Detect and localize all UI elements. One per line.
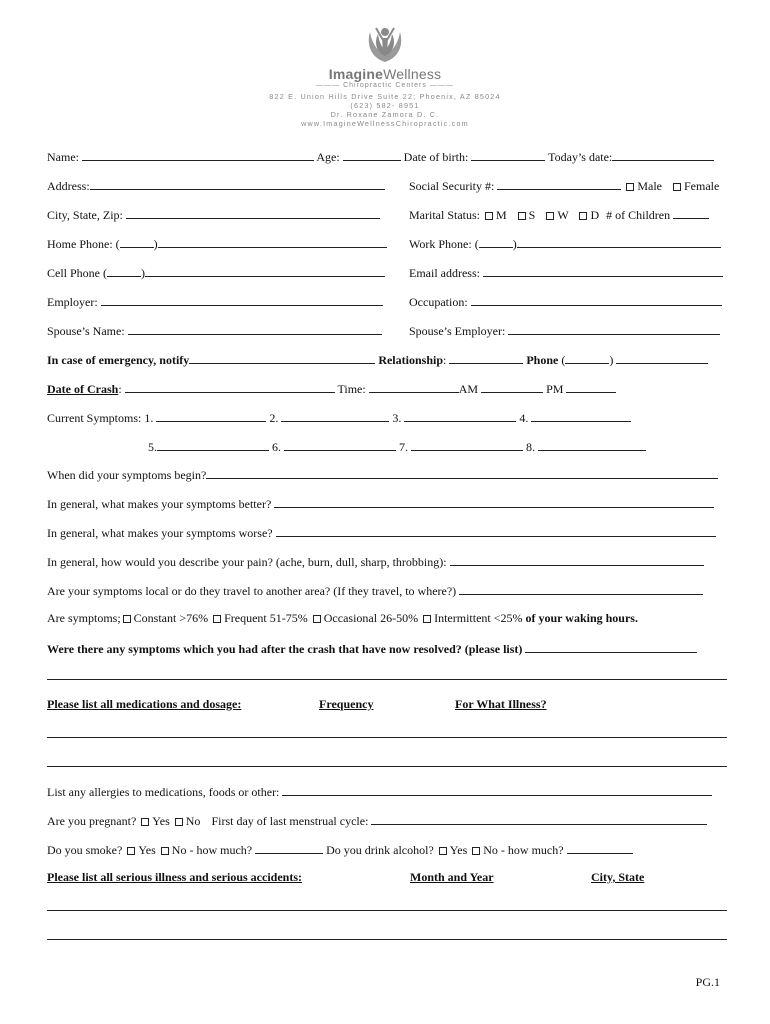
smoke-no-checkbox[interactable] [161, 847, 169, 855]
crash-pm-field[interactable] [566, 380, 616, 393]
emergency-phone-field[interactable] [616, 351, 708, 364]
children-field[interactable] [673, 206, 709, 219]
symptoms-travel-field[interactable] [459, 582, 703, 595]
work-area-code-field[interactable] [479, 235, 513, 248]
letterhead [0, 22, 770, 128]
pregnant-yes-checkbox[interactable] [141, 818, 149, 826]
age-field[interactable] [343, 148, 401, 161]
symptom-5-field[interactable] [157, 438, 269, 451]
symptom-3-field[interactable] [404, 409, 516, 422]
emergency-area-code-field[interactable] [565, 351, 609, 364]
alcohol-amount-field[interactable] [567, 841, 633, 854]
row-spouse-name: Spouse’s Name: [47, 322, 382, 339]
home-area-code-field[interactable] [120, 235, 154, 248]
wellness-logo-icon [360, 22, 410, 68]
symptom-1-field[interactable] [156, 409, 266, 422]
medication-line-1[interactable] [47, 737, 727, 738]
serious-illness-line-1[interactable] [47, 910, 727, 911]
symptom-7-field[interactable] [411, 438, 523, 451]
row-employer: Employer: [47, 293, 383, 310]
row-symptoms-worse: In general, what makes your symptoms worse? [47, 524, 716, 541]
allergies-field[interactable] [282, 783, 712, 796]
female-checkbox[interactable] [673, 183, 681, 191]
row-crash: Date of Crash: Time: AM PM [47, 380, 616, 397]
row-address: Address: [47, 177, 385, 194]
marital-w-checkbox[interactable] [546, 212, 554, 220]
row-symptoms-better: In general, what makes your symptoms better? [47, 495, 714, 512]
serious-illness-heading: Please list all serious illness and serious accidents: [47, 870, 302, 884]
pregnant-no-checkbox[interactable] [175, 818, 183, 826]
cell-area-code-field[interactable] [107, 264, 141, 277]
row-ssn: Social Security #: Male Female [409, 179, 720, 193]
spouse-employer-field[interactable] [508, 322, 720, 335]
address-field[interactable] [90, 177, 385, 190]
marital-s-checkbox[interactable] [518, 212, 526, 220]
row-home-phone: Home Phone: ( ) [47, 235, 387, 252]
marital-d-checkbox[interactable] [579, 212, 587, 220]
smoke-amount-field[interactable] [255, 841, 323, 854]
frequent-checkbox[interactable] [213, 615, 221, 623]
resolved-symptoms-field[interactable] [525, 640, 697, 653]
row-marital: Marital Status: M S W D # of Children [409, 206, 709, 223]
brand-tagline: ——— Chiropractic Centers ——— [316, 82, 454, 89]
crash-time-field[interactable] [369, 380, 459, 393]
city-state-heading: City, State [591, 870, 645, 884]
today-date-field[interactable] [612, 148, 714, 161]
page-number: PG.1 [695, 975, 720, 989]
symptom-2-field[interactable] [281, 409, 389, 422]
city-state-zip-field[interactable] [126, 206, 380, 219]
crash-date-field[interactable] [125, 380, 335, 393]
employer-field[interactable] [101, 293, 383, 306]
emergency-contact-field[interactable] [189, 351, 375, 364]
email-field[interactable] [483, 264, 723, 277]
marital-m-checkbox[interactable] [485, 212, 493, 220]
row-symptoms-travel: Are your symptoms local or do they travel to another area? (If they travel, to where?) [47, 582, 703, 599]
row-symptoms-begin: When did your symptoms begin? [47, 466, 718, 483]
resolved-symptoms-extra-line[interactable] [47, 679, 727, 680]
symptoms-worse-field[interactable] [276, 524, 716, 537]
relationship-field[interactable] [449, 351, 523, 364]
crash-am-field[interactable] [481, 380, 543, 393]
medications-heading: Please list all medications and dosage: [47, 697, 242, 711]
brand-name: ImagineWellness [328, 66, 442, 82]
row-symptoms-1: Current Symptoms: 1. 2. 3. 4. [47, 409, 631, 426]
row-email: Email address: [409, 264, 723, 281]
row-name: Name: Age: Date of birth: Today’s date: [47, 148, 714, 165]
row-work-phone: Work Phone: ( ) [409, 235, 721, 252]
intermittent-checkbox[interactable] [423, 615, 431, 623]
dob-field[interactable] [471, 148, 545, 161]
row-symptom-frequency: Are symptoms; Constant >76% Frequent 51-75% Occasional 26-50% Intermittent <25% of your waking hours. [47, 611, 638, 625]
row-symptoms-2: 5. 6. 7. 8. [148, 438, 646, 455]
work-phone-field[interactable] [517, 235, 721, 248]
smoke-yes-checkbox[interactable] [127, 847, 135, 855]
pain-description-field[interactable] [450, 553, 704, 566]
symptom-6-field[interactable] [284, 438, 396, 451]
occupation-field[interactable] [471, 293, 722, 306]
home-phone-field[interactable] [158, 235, 387, 248]
symptom-4-field[interactable] [531, 409, 631, 422]
constant-checkbox[interactable] [123, 615, 131, 623]
row-pregnant: Are you pregnant? Yes No First day of last menstrual cycle: [47, 812, 707, 829]
symptoms-better-field[interactable] [274, 495, 714, 508]
occasional-checkbox[interactable] [313, 615, 321, 623]
serious-illness-line-2[interactable] [47, 939, 727, 940]
alcohol-no-checkbox[interactable] [472, 847, 480, 855]
illness-heading: For What Illness? [455, 697, 547, 711]
row-smoke-alcohol: Do you smoke? Yes No - how much? Do you drink alcohol? Yes No - how much? [47, 841, 633, 858]
male-checkbox[interactable] [626, 183, 634, 191]
row-city: City, State, Zip: [47, 206, 380, 223]
spouse-name-field[interactable] [128, 322, 382, 335]
row-emergency: In case of emergency, notify Relationship: Phone ( ) [47, 351, 708, 368]
name-field[interactable] [82, 148, 314, 161]
ssn-field[interactable] [497, 177, 621, 190]
row-resolved-symptoms: Were there any symptoms which you had after the crash that have now resolved? (please list) [47, 640, 697, 657]
frequency-heading: Frequency [319, 697, 374, 711]
row-cell-phone: Cell Phone ( ) [47, 264, 385, 281]
row-pain-description: In general, how would you describe your pain? (ache, burn, dull, sharp, throbbing): [47, 553, 704, 570]
row-allergies: List any allergies to medications, foods or other: [47, 783, 712, 800]
menstrual-cycle-field[interactable] [371, 812, 707, 825]
alcohol-yes-checkbox[interactable] [439, 847, 447, 855]
cell-phone-field[interactable] [145, 264, 385, 277]
symptoms-begin-field[interactable] [206, 466, 718, 479]
clinic-address: 822 E. Union Hills Drive Suite 22; Phoenix, AZ 85024 (623) 582- 8951 Dr. Roxane Zamora D. C. www.ImagineWellnessChiropractic.com [269, 92, 501, 128]
symptom-8-field[interactable] [538, 438, 646, 451]
medication-line-2[interactable] [47, 766, 727, 767]
row-occupation: Occupation: [409, 293, 722, 310]
month-year-heading: Month and Year [410, 870, 494, 884]
row-spouse-employer: Spouse’s Employer: [409, 322, 720, 339]
